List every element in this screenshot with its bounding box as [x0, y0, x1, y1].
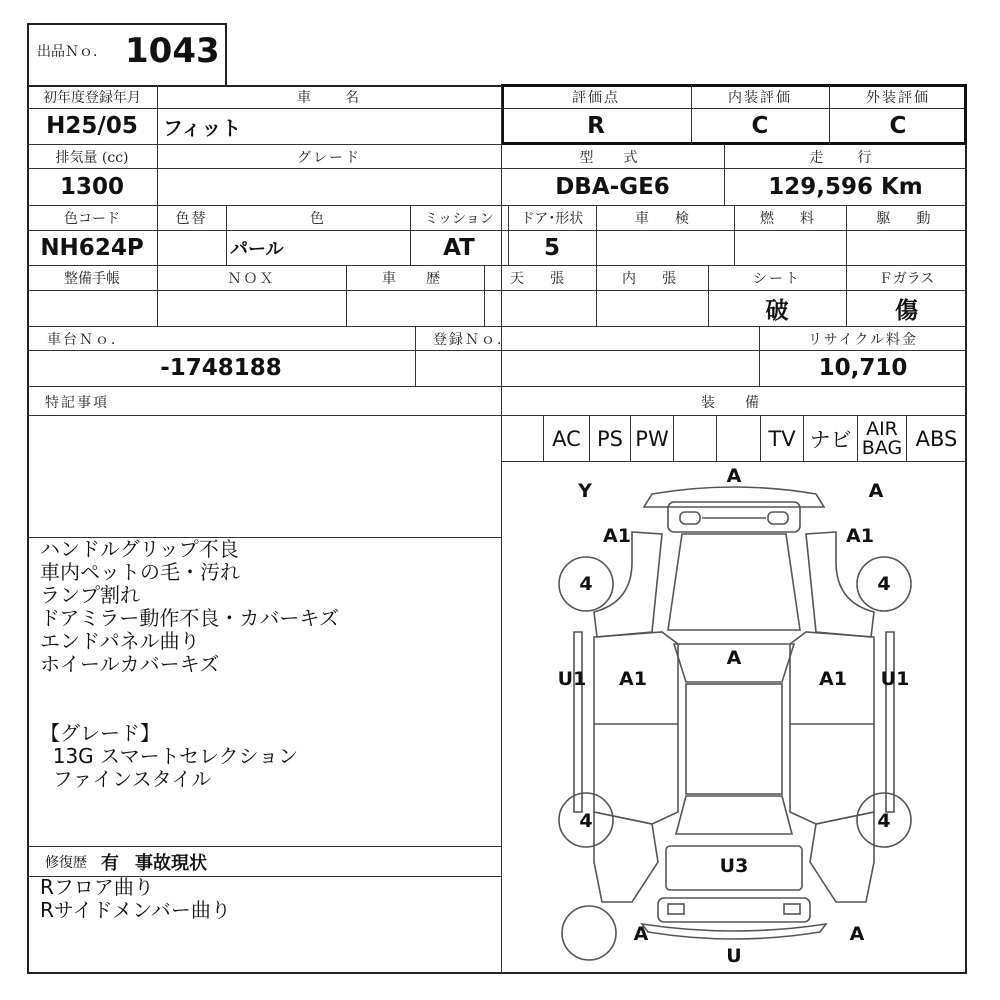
service-record-value	[27, 290, 157, 326]
car-name-label: 車 名	[297, 90, 361, 106]
grade-note-line: 13G スマートセレクション	[40, 744, 299, 768]
first-registration-label: 初年度登録年月	[43, 90, 141, 106]
notes-list	[40, 538, 500, 676]
chassis-label: 車台Ｎｏ．	[47, 331, 127, 348]
score-label: 評価点	[572, 90, 620, 106]
damage-front-right-corner: A	[868, 480, 884, 502]
equipment-airbag: AIR BAG	[861, 417, 903, 459]
damage-front-left-corner: Y	[578, 480, 592, 502]
interior-grade-label: 内装評価	[728, 90, 792, 106]
equipment-slot-empty	[674, 416, 716, 461]
chassis-value: -1748188	[160, 355, 282, 381]
damage-left-front-wheel: 4	[579, 573, 593, 595]
seat-value: 破	[765, 297, 789, 324]
lot-box	[27, 23, 227, 85]
damage-rear-left: A	[633, 923, 649, 945]
note-line: ハンドルグリップ不良	[40, 537, 239, 561]
equipment-ac: AC	[552, 426, 581, 451]
recycle-fee-label: リサイクル料金	[807, 331, 919, 348]
grade-note-line: 【グレード】	[40, 721, 160, 745]
mileage-label: 走 行	[809, 149, 882, 166]
drive-value	[846, 230, 967, 265]
seat-label: シート	[753, 271, 801, 287]
equipment-slot-empty	[717, 416, 760, 461]
roof-lining-label: 天 張	[510, 271, 570, 287]
displacement-label: 排気量 (cc)	[55, 149, 129, 166]
interior-lining-value	[596, 290, 708, 326]
repair-line: Rサイドメンバー曲り	[40, 898, 231, 922]
registration-value	[415, 350, 759, 386]
damage-right-sill: U1	[880, 668, 910, 690]
note-line: ドアミラー動作不良・カバーキズ	[40, 606, 339, 630]
exterior-grade-value: C	[889, 113, 907, 139]
equipment-ps: PS	[597, 426, 623, 451]
equipment-pw: PW	[635, 426, 669, 451]
repair-line: Rフロア曲り	[40, 875, 154, 899]
inspection-value	[596, 230, 734, 265]
damage-rear-right: A	[849, 923, 865, 945]
grade-notes	[40, 722, 500, 791]
nox-value	[157, 290, 346, 326]
nox-label: ＮＯＸ	[227, 271, 276, 287]
displacement-value: 1300	[59, 173, 124, 200]
damage-right-rear-wheel: 4	[877, 810, 891, 832]
front-bumper-outline	[644, 487, 824, 507]
drive-label: 駆 動	[876, 211, 937, 227]
color-value: パール	[230, 238, 284, 260]
damage-right-front-fender: A1	[846, 525, 874, 547]
door-shape-label: ドア･形状	[520, 211, 584, 227]
equipment-tv: TV	[768, 426, 796, 451]
note-line: ホイールカバーキズ	[40, 652, 220, 676]
damage-right-front-wheel: 4	[877, 573, 891, 595]
transmission-value: AT	[443, 234, 475, 261]
color-change-label: 色替	[175, 211, 208, 227]
damage-front-bumper: A	[726, 465, 742, 487]
score-value: R	[587, 113, 605, 139]
registration-label: 登録Ｎｏ．	[433, 331, 513, 348]
car-name-value: フィット	[163, 115, 242, 140]
hood-outline	[668, 534, 800, 630]
repair-value: 有	[101, 852, 119, 874]
equipment-navi: ナビ	[809, 427, 852, 452]
damage-left-front-fender: A1	[603, 525, 631, 547]
car-damage-diagram	[502, 462, 966, 972]
equipment-label: 装 備	[701, 394, 767, 411]
model-value: DBA-GE6	[555, 173, 670, 200]
damage-roof: A	[726, 647, 742, 669]
fuel-value	[734, 230, 846, 265]
damage-left-sill: U1	[557, 668, 587, 690]
history-value	[346, 290, 484, 326]
color-label: 色	[310, 211, 326, 227]
note-line: 車内ペットの毛・汚れ	[40, 560, 240, 584]
grade-value	[157, 168, 501, 205]
color-code-value: NH624P	[40, 234, 144, 261]
front-glass-label: Ｆガラス	[878, 271, 935, 287]
repair-list	[40, 876, 500, 922]
recycle-fee-value: 10,710	[818, 355, 908, 381]
color-code-label: 色コード	[64, 211, 120, 227]
repair-header	[27, 847, 501, 876]
notes-label: 特記事項	[45, 394, 109, 411]
inspection-label: 車 検	[635, 211, 695, 227]
repair-title: 事故現状	[135, 852, 207, 874]
damage-right-door: A1	[819, 668, 847, 690]
first-registration-value: H25/05	[46, 113, 138, 139]
model-label: 型 式	[579, 149, 646, 166]
mileage-value: 129,596 Km	[768, 173, 923, 200]
roof-lining-value	[484, 290, 596, 326]
lot-label: 出品Ｎｏ．	[37, 44, 107, 60]
damage-rear-bumper: U	[726, 945, 742, 967]
lot-number: 1043	[125, 31, 220, 71]
door-shape-value: 5	[543, 234, 560, 261]
equipment-abs: ABS	[915, 426, 958, 451]
note-line: ランプ割れ	[40, 583, 140, 607]
equipment-slot-empty	[502, 416, 543, 461]
front-glass-value: 傷	[895, 297, 918, 324]
grade-note-line: ファインスタイル	[40, 767, 212, 791]
note-line: エンドパネル曲り	[40, 629, 200, 653]
repair-label: 修復歴	[45, 854, 87, 871]
exterior-grade-label: 外装評価	[866, 90, 930, 106]
grade-label: グレード	[297, 149, 361, 166]
damage-left-rear-wheel: 4	[579, 810, 593, 832]
history-label: 車 歴	[382, 271, 448, 287]
color-change-value	[157, 230, 226, 265]
interior-grade-value: C	[751, 113, 769, 139]
fuel-label: 燃 料	[760, 211, 820, 227]
damage-left-door: A1	[619, 668, 647, 690]
service-record-label: 整備手帳	[64, 271, 120, 287]
interior-lining-label: 内 張	[622, 271, 682, 287]
transmission-label: ミッション	[424, 211, 494, 227]
damage-trunk: U3	[719, 855, 749, 877]
